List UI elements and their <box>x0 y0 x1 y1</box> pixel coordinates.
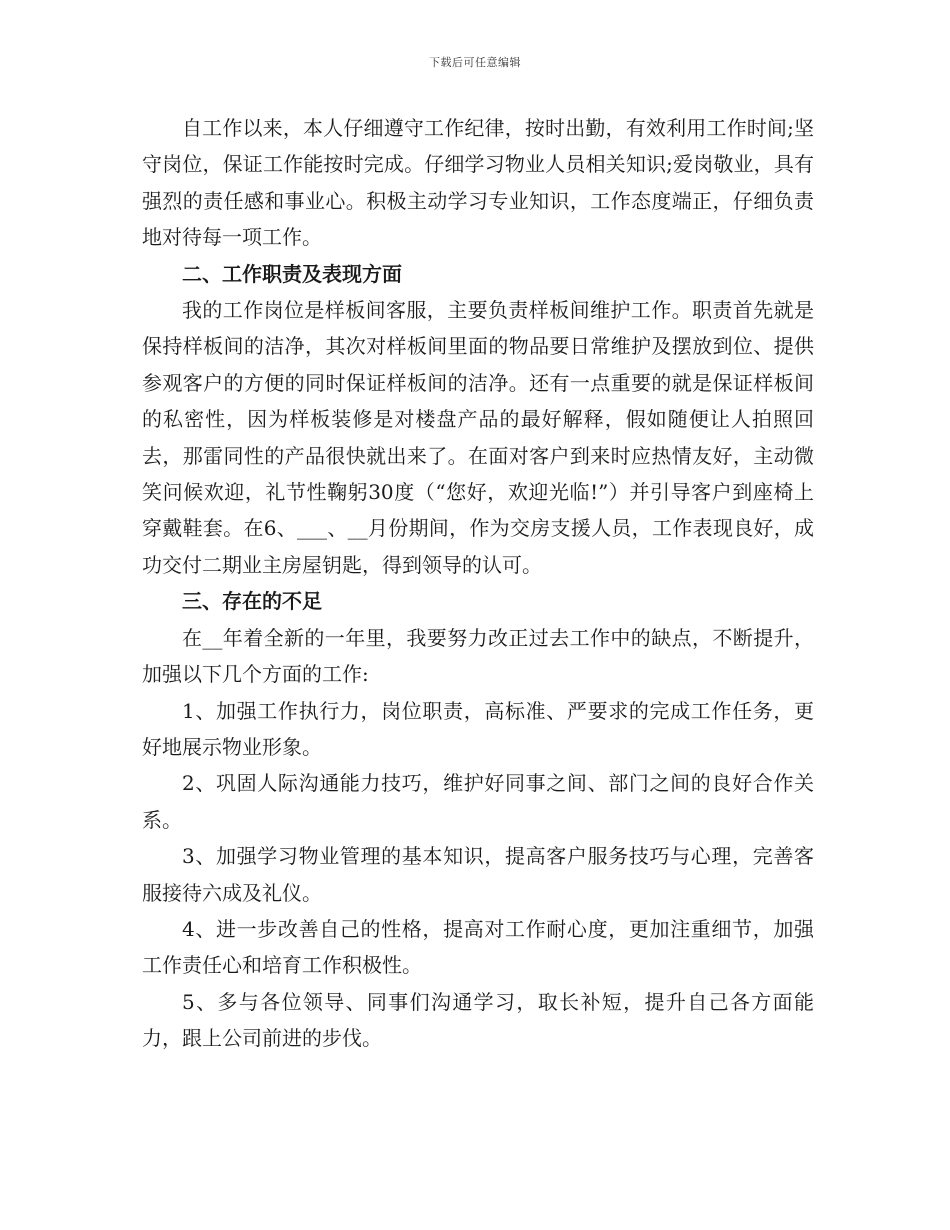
list-item-5: 5、多与各位领导、同事们沟通学习，取长补短，提升自己各方面能力，跟上公司前进的步伐。 <box>142 989 814 1051</box>
section-heading-shortcomings: 三、存在的不足 <box>182 589 322 614</box>
list-item-3: 3、加强学习物业管理的基本知识，提高客户服务技巧与心理，完善客服接待六成及礼仪。 <box>142 844 814 905</box>
list-item-4: 4、进一步改善自己的性格，提高对工作耐心度，更加注重细节，加强工作责任心和培育工作积极性。 <box>142 916 814 978</box>
paragraph-intro: 自工作以来，本人仔细遵守工作纪律，按时出勤，有效利用工作时间;坚守岗位，保证工作能按时完成。仔细学习物业人员相关知识;爱岗敬业，具有强烈的责任感和事业心。积极主动学习专业知识，工作态度端正，仔细负责地对待每一项工作。 <box>142 116 814 250</box>
list-item-2: 2、巩固人际沟通能力技巧，维护好同事之间、部门之间的良好合作关系。 <box>142 771 814 832</box>
list-item-1: 1、加强工作执行力，岗位职责，高标准、严要求的完成工作任务，更好地展示物业形象。 <box>142 698 814 759</box>
paragraph-duties: 我的工作岗位是样板间客服，主要负责样板间维护工作。职责首先就是保持样板间的洁净，其次对样板间里面的物品要日常维护及摆放到位、提供参观客户的方便的同时保证样板间的洁净。还有一点重要的就是保证样板间的私密性，因为样板装修是对楼盘产品的最好解释，假如随便让人拍照回去，那雷同性的产品很快就出来了。在面对客户到来时应热情友好，主动微笑问候欢迎，礼节性鞠躬30度（“您好，欢迎光临!”）并引导客户到座椅上穿戴鞋套。在6、___、__月份期间，作为交房支援人员，工作表现良好，成功交付二期业主房屋钥匙，得到领导的认可。 <box>142 298 814 577</box>
section-heading-duties: 二、工作职责及表现方面 <box>182 261 402 286</box>
document-body <box>142 110 814 1057</box>
paragraph-plan-intro: 在__年着全新的一年里，我要努力改正过去工作中的缺点，不断提升，加强以下几个方面的工作: <box>142 625 814 687</box>
page-header: 下载后可任意编辑 <box>429 56 521 69</box>
